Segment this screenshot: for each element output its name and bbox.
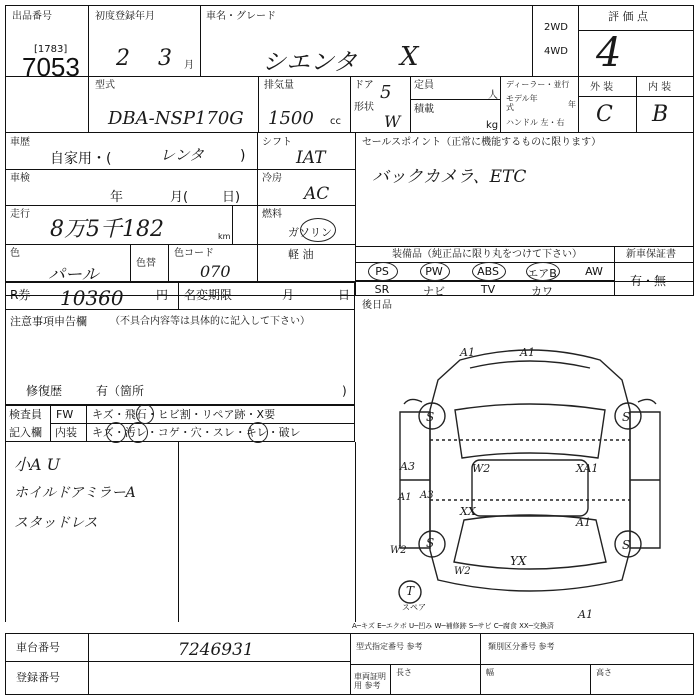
mark-a3-1: A3 [400,460,415,473]
mark-a1-left: A1 [398,492,412,503]
equip-tv: TV [480,283,496,296]
spare-label: スペア [402,603,426,612]
mileage-label: 走行 [10,209,30,220]
aircon-value: AC [304,184,330,204]
mark-w2-1: W2 [472,462,491,475]
displacement-value: 1500 [268,108,314,129]
first-reg-month: 3 [158,46,172,71]
shaken-year-unit: 年 [110,190,124,205]
warranty-value: 有・無 [630,274,667,288]
fuel-diesel: 軽 油 [288,248,314,261]
damage-legend: A─キズ E─エクボ U─凹み W─補修跡 S─サビ C─腐食 XX─交換済 [352,622,554,630]
equipment-label: 装備品（純正品に限り丸をつけて下さい） [392,249,582,260]
mark-a1-front-right: A1 [520,346,535,359]
recycle-row-frame [5,282,355,310]
fuel-gasoline-circle [300,218,336,242]
model-cert-label: 型式指定番号 参考 [356,642,423,651]
color-value: パール [48,265,99,285]
shift-label: シフト [262,137,292,148]
load-unit: kg [486,120,499,131]
equip-aw: AW [585,265,603,278]
year-unit: 年 [568,100,576,109]
mark-s-4: S [622,538,631,552]
exterior-label: 外 装 [590,82,614,93]
equip-pw: PW [425,265,443,278]
interior-inspect-label: 内装 [55,426,77,439]
mark-xa1: XA1 [576,462,599,475]
category-no-label: 類別区分番号 参考 [488,642,555,651]
drive-4wd: 4WD [544,46,568,57]
sales-point-value: バックカメラ、ETC [372,167,527,187]
lot-sub: [1783] [34,44,68,55]
repair-value: 有（箇所 [96,384,145,398]
inspector-label-2: 記入欄 [9,426,42,439]
shape-value: W [384,112,401,131]
interior-mark-circle-3 [248,422,268,443]
fuel-label: 燃料 [262,209,282,220]
name-change-month: 月 [282,288,295,302]
recycle-unit: 円 [156,288,169,302]
history-close: ) [240,148,246,164]
capacity-unit: 人 [488,90,498,101]
shaken-label: 車検 [10,173,30,184]
mark-s-3: S [426,536,435,550]
model-value: DBA-NSP170G [108,108,244,129]
remark-2: ホイルドアミラーA [14,485,136,501]
notes-hint: （不具合内容等は具体的に記入して下さい） [110,316,310,327]
mark-t: T [406,584,415,598]
remark-1: 小A U [14,455,61,474]
drive-2wd: 2WD [544,22,568,33]
chassis-value: 7246931 [178,640,254,660]
lot-label: 出品番号 [12,11,52,22]
equip-sr: SR [374,283,390,296]
mark-a1-front-left: A1 [460,346,475,359]
equip-navi: ナビ [423,285,445,298]
repair-label: 修復歴 [26,384,63,398]
model-label: 型式 [95,80,115,91]
interior-mark-circle-1 [106,422,126,443]
interior-label: 内 装 [648,82,672,93]
displacement-label: 排気量 [264,80,294,91]
mark-a3-2: A3 [420,490,434,501]
shaken-day-unit: 日) [222,190,241,205]
color-code-label: 色コード [174,248,214,259]
history-label: 車歴 [10,137,30,148]
model-year-label: モデル年式 [506,94,538,112]
fw-text: キズ・飛石・ヒビ割・リペア跡・X要 [92,408,276,421]
equip-abs: ABS [477,265,499,278]
mark-w2-3: W2 [454,566,471,577]
month-unit: 月 [184,60,194,71]
height-label: 高さ [596,668,612,677]
equip-pw-circle [420,262,450,281]
mark-a1-side: A1 [576,516,591,529]
length-label: 長さ [396,668,412,677]
equip-ps-circle [368,262,398,281]
mark-s-1: S [426,410,435,424]
chassis-label: 車台番号 [16,641,60,654]
exterior-grade: C [596,102,613,127]
load-label: 積載 [414,104,434,115]
first-reg-label: 初度登録年月 [95,11,155,22]
car-grade: X [400,42,419,72]
width-label: 幅 [486,668,494,677]
handle-label: ハンドル 左・右 [506,118,565,127]
car-name-label: 車名・グレード [206,11,276,22]
warranty-label: 新車保証書 [626,249,676,260]
shape-label: 形状 [354,102,374,113]
lot-number: 7053 [22,52,80,82]
aircon-label: 冷房 [262,173,282,184]
interior-inspect-text: キズ・汚レ・コゲ・穴・スレ・キレ・破レ [92,426,301,439]
fuel-gasoline: ガソリン [288,226,332,239]
shift-value: IAT [296,148,326,168]
score-label: 評 価 点 [608,10,648,23]
equip-abs-circle [472,262,506,281]
mileage-value: 8万5千182 [50,217,164,242]
history-value: レンタ [160,146,205,164]
name-change-label: 名変期限 [184,288,233,302]
score-value: 4 [596,30,622,76]
mark-w2-2: W2 [390,545,407,556]
cc-unit: cc [330,116,341,127]
mark-s-2: S [622,410,631,424]
equip-airbag-circle [526,262,560,281]
doors-value: 5 [380,82,392,103]
capacity-label: 定員 [414,80,434,91]
mark-a1-rear: A1 [578,608,593,621]
history-printed: 自家用・( [50,151,112,167]
doors-label: ドア [354,80,374,91]
equip-ps: PS [375,265,389,278]
inspector-label-1: 検査員 [9,408,42,421]
equip-leather: カワ [531,285,553,298]
car-name: シエンタ [262,48,358,76]
color-change-label: 色替 [136,258,156,269]
recycle-value: 10360 [60,286,124,310]
mark-yx: YX [510,554,527,568]
equip-airbag: エアB [527,267,557,280]
mark-xx: XX [460,505,476,518]
first-reg-year: 2 [116,46,130,71]
registration-label: 登録番号 [16,671,60,684]
color-label: 色 [10,248,20,259]
fw-label: FW [56,408,74,421]
shaken-month-unit: 月( [170,190,189,205]
dealer-label: ディーラー・並行 [506,80,570,89]
notes-label: 注意事項申告欄 [10,315,87,328]
sales-point-label: セールスポイント（正常に機能するものに限ります） [362,137,602,148]
recycle-label: R券 [10,288,31,302]
interior-grade: B [652,102,669,127]
mileage-km: km [218,232,231,241]
vehicle-cert-label: 車両証明用 参考 [354,672,386,690]
color-code-value: 070 [200,262,231,281]
later-label: 後日品 [362,300,392,311]
remark-3: スタッドレス [14,515,98,531]
fw-mark-circle [136,404,154,424]
name-change-day: 日 [338,288,351,302]
interior-mark-circle-2 [128,422,148,443]
repair-close: ) [342,384,347,398]
